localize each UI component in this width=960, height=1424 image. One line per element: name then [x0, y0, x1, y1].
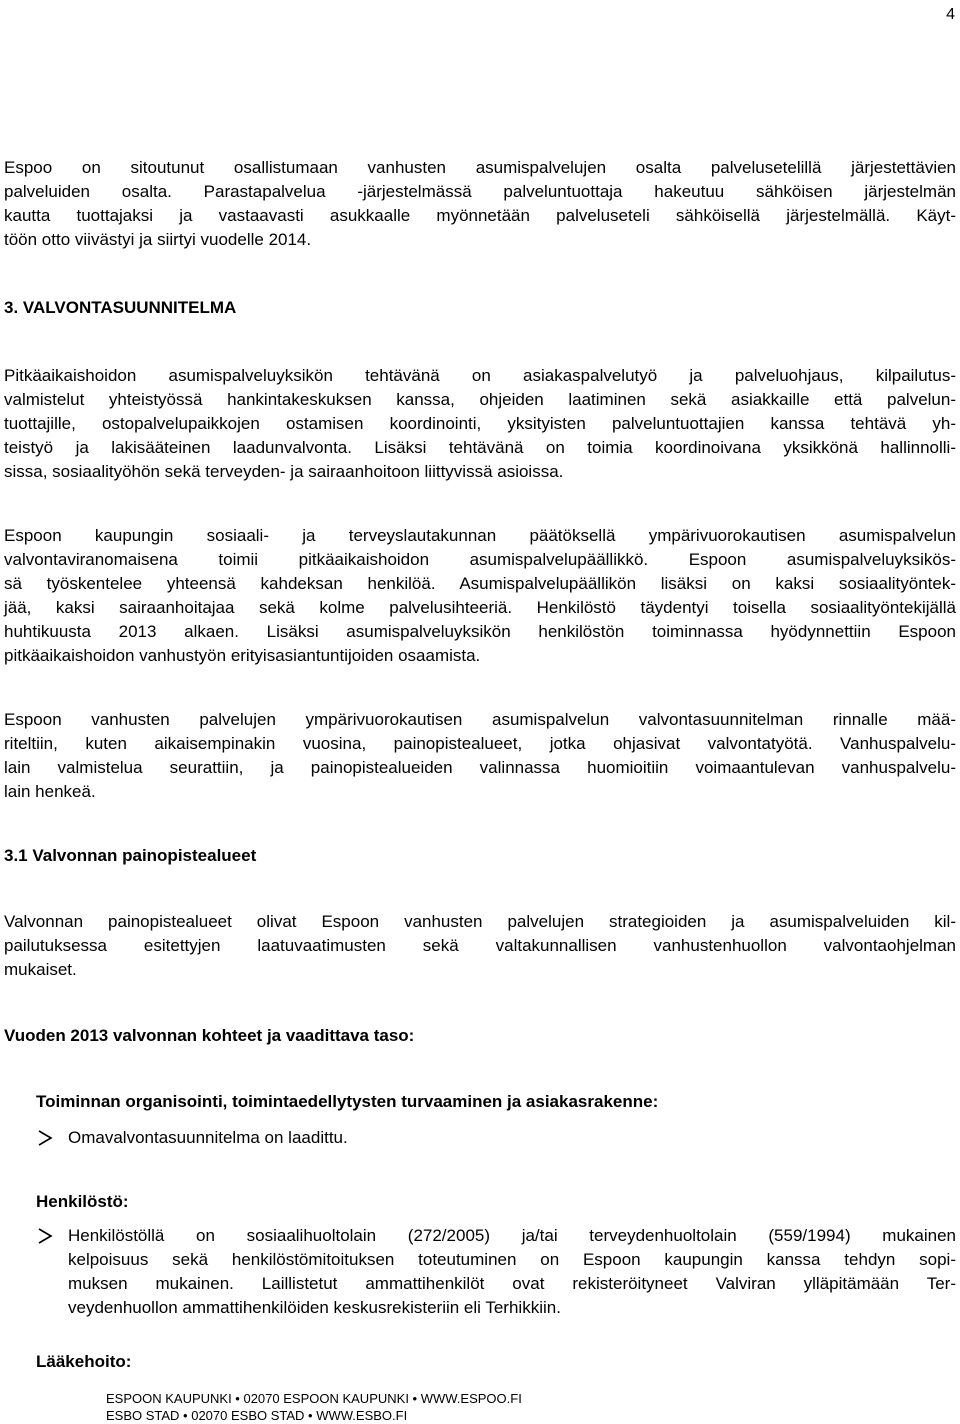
- paragraph-line: huhtikuusta 2013 alkaen. Lisäksi asumispalveluyksikön henkilöstön toiminnassa hyödynnettiin Espoon: [4, 622, 956, 641]
- paragraph-line: tuottajille, ostopalvelupaikkojen ostamisen koordinointi, yksityisten palveluntuottajien kanssa tehtävä yh-: [4, 414, 956, 433]
- paragraph-line: teistyö ja lakisääteinen laadunvalvonta. Lisäksi tehtävänä on toimia koordinoivana yksikkönä hallinnolli-: [4, 438, 956, 457]
- paragraph-line: Espoon kaupungin sosiaali- ja terveyslautakunnan päätöksellä ympärivuorokautisen asumispalvelun: [4, 526, 956, 545]
- paragraph-line: valvontaviranomaisena toimii pitkäaikaishoidon asumispalvelupäällikkö. Espoon asumispalveluyksikös-: [4, 550, 956, 569]
- bullet-text: veydenhuollon ammattihenkilöiden keskusrekisteriin eli Terhikkiin.: [68, 1298, 561, 1317]
- arrow-bullet-icon: [36, 1128, 56, 1148]
- bullet-text: muksen mukainen. Laillistetut ammattihenkilöt ovat rekisteröityneet Valviran ylläpitämään Ter-: [68, 1274, 956, 1293]
- category-heading: Lääkehoito:: [36, 1352, 132, 1371]
- subsection-heading: 3.1 Valvonnan painopistealueet: [4, 846, 257, 865]
- paragraph-line: valmistelut yhteistyössä hankintakeskuksen kanssa, ohjeiden laatiminen sekä asiakkaille että palvelun-: [4, 390, 956, 409]
- section-heading: 3. VALVONTASUUNNITELMA: [4, 298, 237, 317]
- paragraph-line: Espoon vanhusten palvelujen ympärivuorokautisen asumispalvelun valvontasuunnitelman rinnalle mää-: [4, 710, 956, 729]
- bullet-text: kelpoisuus sekä henkilöstömitoituksen toteutuminen on Espoon kaupungin kanssa tehdyn sopi-: [68, 1250, 956, 1269]
- arrow-bullet-icon: [36, 1226, 56, 1246]
- paragraph-line: sä työskentelee yhteensä kahdeksan henkilöä. Asumispalvelupäällikön lisäksi on kaksi sosiaalityöntek-: [4, 574, 956, 593]
- paragraph-line: töön otto viivästyi ja siirtyi vuodelle 2014.: [4, 230, 312, 249]
- paragraph-line: lain henkeä.: [4, 782, 96, 801]
- bullet-text: Henkilöstöllä on sosiaalihuoltolain (272/2005) ja/tai terveydenhuoltolain (559/1994) mukainen: [68, 1226, 956, 1245]
- footer-line: ESBO STAD • 02070 ESBO STAD • WWW.ESBO.FI: [106, 1408, 408, 1423]
- paragraph-line: mukaiset.: [4, 960, 77, 979]
- paragraph-line: Pitkäaikaishoidon asumispalveluyksikön tehtävänä on asiakaspalvelutyö ja palveluohjaus, kilpailutus-: [4, 366, 956, 385]
- paragraph-line: sissa, sosiaalityöhön sekä terveyden- ja sairaanhoitoon liittyvissä asioissa.: [4, 462, 564, 481]
- paragraph-line: pailutuksessa esitettyjen laatuvaatimusten sekä valtakunnallisen vanhustenhuollon valvontaohjelman: [4, 936, 956, 955]
- paragraph-line: riteltiin, kuten aikaisempinakin vuosina, painopistealueet, jotka ohjasivat valvontatyötä. Vanhuspalvelu-: [4, 734, 956, 753]
- category-heading: Toiminnan organisointi, toimintaedellytysten turvaaminen ja asiakasrakenne:: [36, 1092, 659, 1111]
- list-heading: Vuoden 2013 valvonnan kohteet ja vaadittava taso:: [4, 1026, 415, 1045]
- category-heading: Henkilöstö:: [36, 1192, 129, 1211]
- footer-line: ESPOON KAUPUNKI • 02070 ESPOON KAUPUNKI • WWW.ESPOO.FI: [106, 1391, 522, 1406]
- paragraph-line: lain valmistelua seurattiin, ja painopistealueiden valinnassa huomioitiin voimaantulevan vanhuspalvelu-: [4, 758, 956, 777]
- paragraph-line: Valvonnan painopistealueet olivat Espoon vanhusten palvelujen strategioiden ja asumispalveluiden kil-: [4, 912, 956, 931]
- bullet-text: Omavalvontasuunnitelma on laadittu.: [68, 1128, 348, 1147]
- paragraph-line: Espoo on sitoutunut osallistumaan vanhusten asumispalvelujen osalta palvelusetelillä järjestettävien: [4, 158, 956, 177]
- paragraph-line: jää, kaksi sairaanhoitajaa sekä kolme palvelusihteeriä. Henkilöstö täydentyi toisella sosiaalityöntekijällä: [4, 598, 956, 617]
- paragraph-line: kautta tuottajaksi ja vastaavasti asukkaalle myönnetään palveluseteli sähköisellä järjestelmällä. Käyt-: [4, 206, 956, 225]
- paragraph-line: palveluiden osalta. Parastapalvelua -järjestelmässä palveluntuottaja hakeutuu sähköisen järjestelmän: [4, 182, 956, 201]
- page-number: 4: [946, 6, 955, 23]
- paragraph-line: pitkäaikaishoidon vanhustyön erityisasiantuntijoiden osaamista.: [4, 646, 481, 665]
